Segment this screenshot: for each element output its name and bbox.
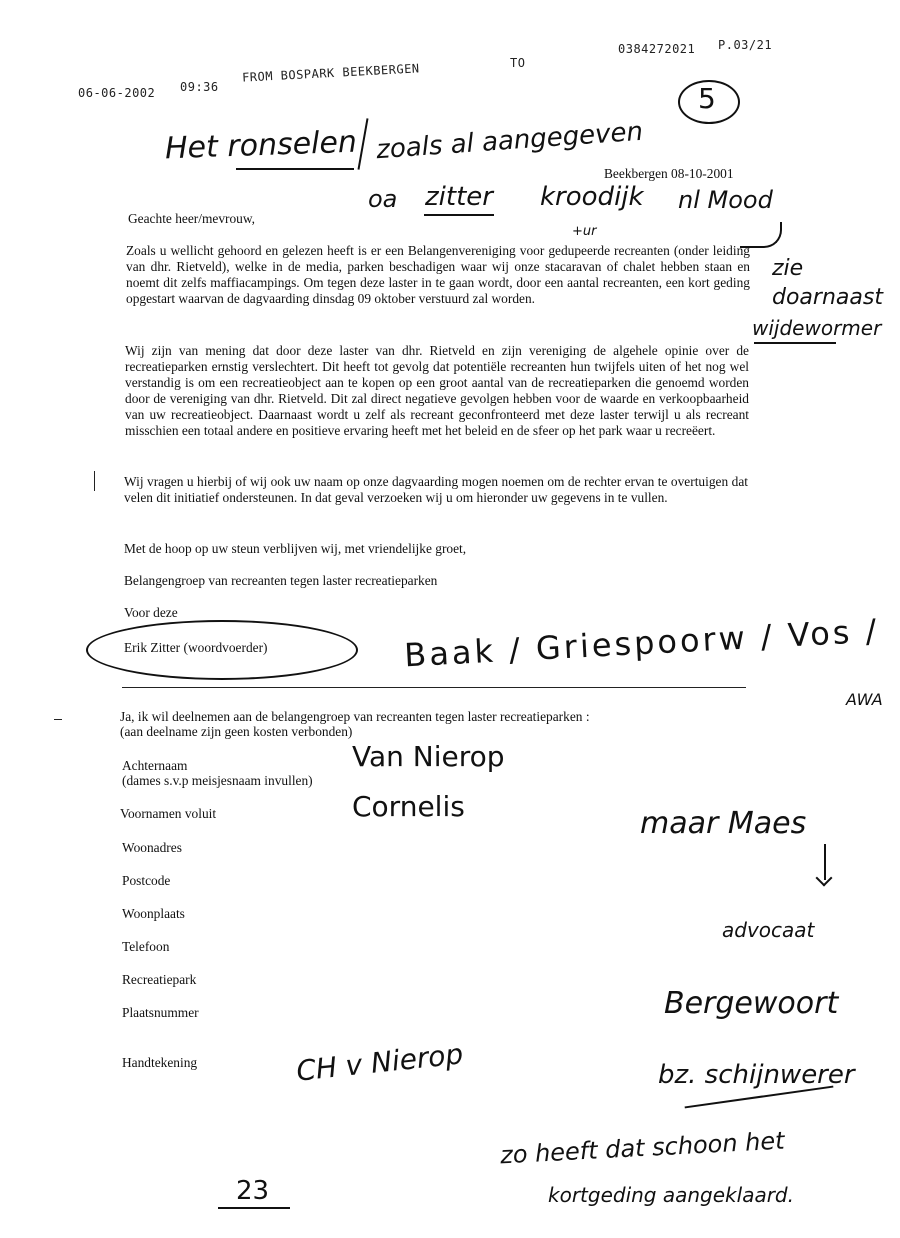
fax-time: 09:36 — [180, 80, 219, 94]
note-oa: oa — [368, 185, 398, 213]
side-note-wijdewormer: wijdewormer — [752, 316, 882, 340]
field-label-recreatiepark: Recreatiepark — [122, 972, 197, 987]
side-note-zie: zie — [772, 256, 804, 281]
field-label-woonplaats: Woonplaats — [122, 906, 185, 921]
field-value-voornamen[interactable]: Cornelis — [352, 790, 465, 823]
note-advocaat: advocaat — [722, 918, 815, 942]
field-label-voornamen: Voornamen voluit — [120, 806, 217, 821]
salutation: Geachte heer/mevrouw, — [128, 211, 256, 226]
note-bottom-2: kortgeding aangeklaard. — [548, 1183, 794, 1207]
awa-note: AWA — [846, 690, 883, 709]
note-bottom-1: zo heeft dat schoon het — [499, 1126, 786, 1170]
fax-to: TO — [510, 56, 526, 70]
note-kroodijk: kroodijk — [540, 182, 644, 212]
field-label-woonadres: Woonadres — [122, 840, 182, 855]
underline-ronselen — [236, 168, 354, 170]
note-ronselen-1: Het ronselen — [164, 124, 358, 167]
fax-page: P.03/21 — [718, 38, 773, 52]
names-note: Baak / Griespoorw / Vos / — [403, 611, 881, 675]
form-separator — [122, 687, 746, 688]
note-nl-mood: nl Mood — [678, 186, 773, 214]
place-date: Beekbergen 08-10-2001 — [604, 166, 734, 181]
note-maar-maes: maar Maes — [640, 806, 807, 841]
field-value-achternaam[interactable]: Van Nierop — [352, 740, 505, 773]
form-intro: Ja, ik wil deelnemen aan de belangengroep van recreanten tegen laster recreatieparken : — [120, 709, 590, 724]
page-mark: 23 — [236, 1176, 270, 1206]
fax-date: 06-06-2002 — [78, 86, 156, 100]
paragraph-3: Wij vragen u hierbij of wij ook uw naam op onze dagvaarding mogen noemen om de rechter ervan te overtuigen dat velen dit initiatief ondersteunen. In dat geval verzoeken wij u om hieronder uw gegevens in te vullen. — [124, 474, 748, 505]
arrow-down-head — [816, 870, 833, 887]
form-intro-note: (aan deelname zijn geen kosten verbonden) — [120, 724, 353, 739]
paragraph-1: Zoals u wellicht gehoord en gelezen heeft is er een Belangenvereniging voor gedupeerde recreanten (onder leiding van dhr. Rietveld), welke in de media, parken beschadigen waar wij onze stacaravan of chalet hebben staan en noemt dit zelfs maffiacampings. Om tegen deze laster in te gaan wordt, door een aantal recreanten, een kort geding opgestart waarvan de dagvaarding dinsdag 09 oktober verstuurd zal worden. — [126, 243, 750, 306]
margin-mark — [94, 471, 95, 491]
note-bergewoort: Bergewoort — [664, 986, 839, 1021]
paragraph-2: Wij zijn van mening dat door deze laster van dhr. Rietveld en zijn vereniging de algehele opinie over de recreatieparken ernstig verslechtert. Dit heeft tot gevolg dat potentiële recreanten hun twijfels uiten of het nog wel verstandig is om een recreatieobject aan te kopen op een groot aantal van de recreatieparken die genoemd worden door de vereniging van dhr. Rietveld. Dit zal direct negatieve gevolgen hebben voor de waarde en verkoopbaarheid van uw recreatieobject. Daarnaast wordt u zelf als recreant geconfronteerd met deze laster terwijl u als recreant misschien een totaal andere en positieve ervaring heeft met het beleid en de sfeer op het park waar u recreëert. — [125, 343, 749, 438]
field-label-postcode: Postcode — [122, 873, 171, 888]
note-zitter: zitter — [425, 182, 493, 212]
note-zoals: zoals al aangegeven — [375, 116, 644, 166]
side-note-doarnaast: doarnaast — [772, 285, 883, 310]
margin-dash — [54, 719, 62, 720]
field-sub-achternaam: (dames s.v.p meisjesnaam invullen) — [122, 773, 313, 788]
group-name: Belangengroep van recreanten tegen laster recreatieparken — [124, 573, 438, 588]
fax-number: 0384272021 — [618, 42, 696, 56]
signatory: Erik Zitter (woordvoerder) — [124, 640, 268, 655]
field-label-achternaam: Achternaam — [122, 758, 188, 773]
underline-page-mark — [218, 1207, 290, 1209]
voor-deze: Voor deze — [124, 605, 178, 620]
closing: Met de hoop op uw steun verblijven wij, met vriendelijke groet, — [124, 541, 467, 556]
circled-number: 5 — [698, 82, 716, 115]
note-ur: +ur — [572, 224, 597, 239]
fax-from: FROM BOSPARK BEEKBERGEN — [241, 61, 420, 85]
underline-wijdewormer — [754, 342, 836, 344]
field-label-telefoon: Telefoon — [122, 939, 170, 954]
field-label-handtekening: Handtekening — [122, 1055, 198, 1070]
field-value-handtekening[interactable]: CH v Nierop — [294, 1037, 465, 1088]
insert-arrow — [358, 118, 369, 170]
field-label-plaatsnummer: Plaatsnummer — [122, 1005, 199, 1020]
underline-zitter — [424, 214, 494, 216]
note-schijnwerer: bz. schijnwerer — [658, 1060, 855, 1090]
